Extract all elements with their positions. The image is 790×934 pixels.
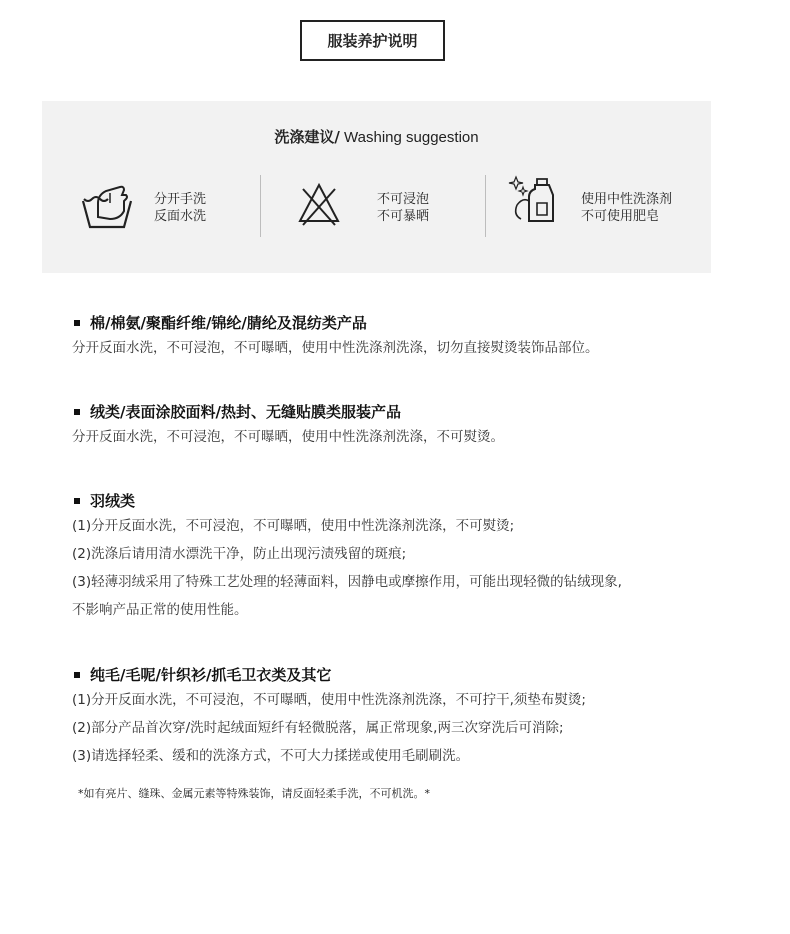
section-heading-text: 羽绒类 <box>90 492 136 510</box>
section-heading <box>72 490 622 512</box>
no-soak-text <box>377 191 429 225</box>
no-bleach-icon <box>297 181 341 227</box>
washing-suggestion-panel <box>42 101 711 273</box>
section-line: (2)部分产品首次穿/洗时起绒面短纤有轻微脱落，属正常现象,两三次穿洗后可消除; <box>72 720 564 736</box>
section-line: 分开反面水洗，不可浸泡，不可曝晒，使用中性洗涤剂洗涤，不可熨烫。 <box>72 429 504 445</box>
section-heading-text: 绒类/表面涂胶面料/热封、无缝贴膜类服装产品 <box>90 403 401 421</box>
section-line: (3)轻薄羽绒采用了特殊工艺处理的轻薄面料，因静电或摩擦作用，可能出现轻微的钻绒现象, <box>72 574 622 590</box>
detergent-text <box>581 191 672 225</box>
hand-wash-text <box>154 191 206 225</box>
hand-wash-line1: 分开手洗 <box>154 192 207 207</box>
care-section-down <box>72 490 622 624</box>
no-soak-line1: 不可浸泡 <box>377 192 430 207</box>
hand-wash-icon <box>80 181 136 231</box>
bullet-icon <box>74 498 80 504</box>
section-heading <box>72 401 504 423</box>
section-line: (1)分开反面水洗，不可浸泡，不可曝晒，使用中性洗涤剂洗涤，不可拧干,须垫布熨烫; <box>72 692 586 708</box>
footnote: *如有亮片、缝珠、金属元素等特殊装饰，请反面轻柔手洗，不可机洗。* <box>78 787 430 800</box>
section-heading <box>72 664 586 686</box>
panel-heading-en: Washing suggestion <box>339 129 479 146</box>
care-section-wool <box>72 664 586 770</box>
section-line: 不影响产品正常的使用性能。 <box>72 602 248 618</box>
detergent-line2: 不可使用肥皂 <box>581 209 660 224</box>
bullet-icon <box>74 320 80 326</box>
divider <box>260 175 261 237</box>
no-soak-line2: 不可暴晒 <box>377 209 430 224</box>
section-line: (2)洗涤后请用清水漂洗干净，防止出现污渍残留的斑痕; <box>72 546 407 562</box>
section-heading-text: 纯毛/毛呢/针织衫/抓毛卫衣类及其它 <box>90 666 332 684</box>
bullet-icon <box>74 672 80 678</box>
detergent-line1: 使用中性洗涤剂 <box>581 192 673 207</box>
detergent-bottle-icon <box>507 175 563 227</box>
divider <box>485 175 486 237</box>
section-heading <box>72 312 599 334</box>
section-line: (3)请选择轻柔、缓和的洗涤方式，不可大力揉搓或使用毛刷刷洗。 <box>72 748 470 764</box>
panel-heading-cn: 洗涤建议/ <box>274 128 340 146</box>
section-heading-text: 棉/棉氨/聚酯纤维/锦纶/腈纶及混纺类产品 <box>90 314 367 332</box>
care-section-velvet <box>72 401 504 451</box>
page-title: 服装养护说明 <box>300 20 445 61</box>
section-line: (1)分开反面水洗，不可浸泡，不可曝晒，使用中性洗涤剂洗涤，不可熨烫; <box>72 518 515 534</box>
section-line: 分开反面水洗，不可浸泡，不可曝晒，使用中性洗涤剂洗涤，切勿直接熨烫装饰品部位。 <box>72 340 599 356</box>
care-section-cotton <box>72 312 599 362</box>
bullet-icon <box>74 409 80 415</box>
panel-heading <box>42 126 711 147</box>
hand-wash-line2: 反面水洗 <box>154 209 207 224</box>
